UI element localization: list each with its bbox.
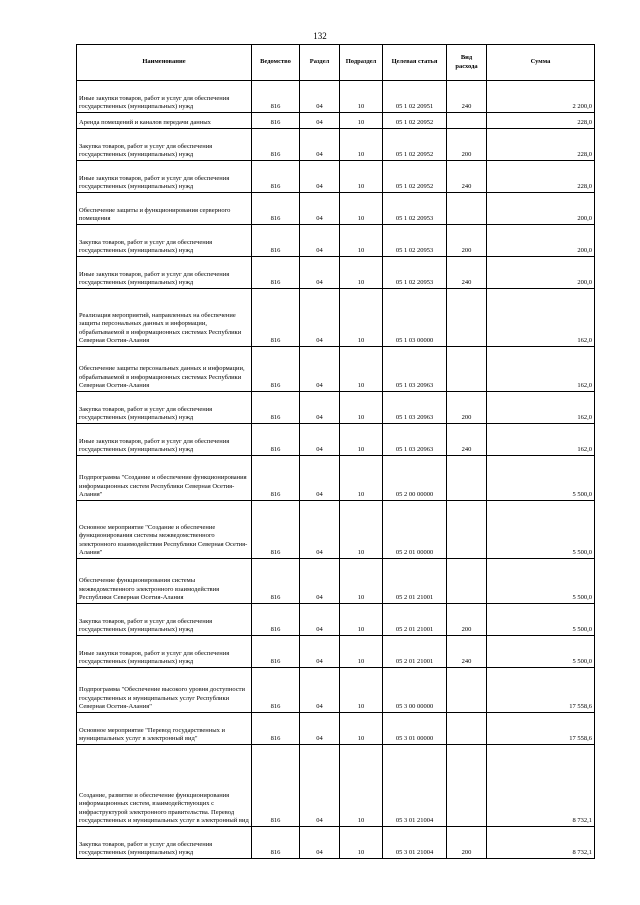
row-section: 04 xyxy=(300,81,340,113)
row-target-article: 05 2 01 21001 xyxy=(383,604,447,636)
row-expense-type xyxy=(447,668,487,713)
row-target-article: 05 2 01 21001 xyxy=(383,636,447,668)
row-sum: 228,0 xyxy=(487,113,595,129)
table-row xyxy=(77,636,595,668)
row-name: Закупка товаров, работ и услуг для обеспечения государственных (муниципальных) нужд xyxy=(77,225,252,257)
row-expense-type: 240 xyxy=(447,257,487,289)
row-subsection: 10 xyxy=(340,636,383,668)
row-section: 04 xyxy=(300,193,340,225)
row-section: 04 xyxy=(300,129,340,161)
row-name: Иные закупки товаров, работ и услуг для обеспечения государственных (муниципальных) нужд xyxy=(77,161,252,193)
row-sum: 5 500,0 xyxy=(487,501,595,559)
row-section: 04 xyxy=(300,456,340,501)
row-subsection: 10 xyxy=(340,347,383,392)
table-header-row xyxy=(77,45,595,81)
row-target-article: 05 2 01 00000 xyxy=(383,501,447,559)
row-sum: 162,0 xyxy=(487,347,595,392)
row-sum: 5 500,0 xyxy=(487,456,595,501)
row-subsection: 10 xyxy=(340,392,383,424)
row-subsection: 10 xyxy=(340,501,383,559)
row-section: 04 xyxy=(300,161,340,193)
row-department: 816 xyxy=(252,193,300,225)
row-expense-type xyxy=(447,347,487,392)
row-expense-type: 200 xyxy=(447,225,487,257)
row-department: 816 xyxy=(252,129,300,161)
row-target-article: 05 1 02 20952 xyxy=(383,113,447,129)
row-sum: 228,0 xyxy=(487,129,595,161)
table-row xyxy=(77,713,595,745)
row-name: Обеспечение функционирования системы межведомственного электронного взаимодействия Республики Северная Осетия-Алания xyxy=(77,559,252,604)
row-target-article: 05 3 01 21004 xyxy=(383,745,447,827)
row-department: 816 xyxy=(252,668,300,713)
row-subsection: 10 xyxy=(340,668,383,713)
row-section: 04 xyxy=(300,225,340,257)
row-sum: 17 558,6 xyxy=(487,668,595,713)
row-name: Аренда помещений и каналов передачи данных xyxy=(77,113,252,129)
row-expense-type xyxy=(447,559,487,604)
table-row xyxy=(77,501,595,559)
row-subsection: 10 xyxy=(340,129,383,161)
row-sum: 228,0 xyxy=(487,161,595,193)
row-department: 816 xyxy=(252,113,300,129)
table-row xyxy=(77,161,595,193)
header-name: Наименование xyxy=(77,45,252,81)
row-section: 04 xyxy=(300,501,340,559)
table-row xyxy=(77,289,595,347)
row-subsection: 10 xyxy=(340,745,383,827)
row-department: 816 xyxy=(252,424,300,456)
table-row xyxy=(77,193,595,225)
table-row xyxy=(77,129,595,161)
row-section: 04 xyxy=(300,392,340,424)
row-expense-type: 200 xyxy=(447,604,487,636)
row-section: 04 xyxy=(300,713,340,745)
row-name: Основное мероприятие "Создание и обеспечение функционирования системы межведомственного электронного взаимодействия Республики Северная Осетия-Алания" xyxy=(77,501,252,559)
row-name: Обеспечение защиты и функционирования серверного помещения xyxy=(77,193,252,225)
row-target-article: 05 1 03 20963 xyxy=(383,392,447,424)
row-sum: 8 732,1 xyxy=(487,745,595,827)
row-expense-type xyxy=(447,193,487,225)
row-department: 816 xyxy=(252,636,300,668)
row-section: 04 xyxy=(300,289,340,347)
row-expense-type xyxy=(447,289,487,347)
table-row xyxy=(77,424,595,456)
header-expense-type: Вид расхода xyxy=(447,45,487,81)
header-department: Ведомство xyxy=(252,45,300,81)
row-department: 816 xyxy=(252,81,300,113)
row-name: Подпрограмма "Обеспечение высокого уровня доступности государственных и муниципальных услуг Республики Северная Осетия-Алания" xyxy=(77,668,252,713)
header-sum: Сумма xyxy=(487,45,595,81)
row-subsection: 10 xyxy=(340,161,383,193)
row-sum: 162,0 xyxy=(487,424,595,456)
row-sum: 8 732,1 xyxy=(487,827,595,859)
row-expense-type xyxy=(447,456,487,501)
row-subsection: 10 xyxy=(340,81,383,113)
row-sum: 5 500,0 xyxy=(487,636,595,668)
row-target-article: 05 1 02 20952 xyxy=(383,161,447,193)
row-target-article: 05 1 03 20963 xyxy=(383,347,447,392)
row-name: Иные закупки товаров, работ и услуг для обеспечения государственных (муниципальных) нужд xyxy=(77,257,252,289)
table-row xyxy=(77,456,595,501)
table-row xyxy=(77,392,595,424)
row-name: Закупка товаров, работ и услуг для обеспечения государственных (муниципальных) нужд xyxy=(77,129,252,161)
row-expense-type: 200 xyxy=(447,392,487,424)
table-row xyxy=(77,604,595,636)
table-row xyxy=(77,745,595,827)
row-name: Обеспечение защиты персональных данных и информации, обрабатываемой в информационных системах Республики Северная Осетия-Алания xyxy=(77,347,252,392)
table-row xyxy=(77,827,595,859)
row-expense-type: 240 xyxy=(447,424,487,456)
page-number: 132 xyxy=(313,31,327,41)
row-department: 816 xyxy=(252,161,300,193)
row-target-article: 05 1 03 20963 xyxy=(383,424,447,456)
row-expense-type xyxy=(447,745,487,827)
row-name: Основное мероприятие "Перевод государственных и муниципальных услуг в электронный вид" xyxy=(77,713,252,745)
table-row xyxy=(77,81,595,113)
row-department: 816 xyxy=(252,392,300,424)
row-section: 04 xyxy=(300,668,340,713)
row-subsection: 10 xyxy=(340,827,383,859)
row-subsection: 10 xyxy=(340,559,383,604)
row-subsection: 10 xyxy=(340,257,383,289)
row-department: 816 xyxy=(252,456,300,501)
table-row xyxy=(77,559,595,604)
row-sum: 5 500,0 xyxy=(487,604,595,636)
row-target-article: 05 3 00 00000 xyxy=(383,668,447,713)
row-sum: 200,0 xyxy=(487,193,595,225)
row-target-article: 05 1 02 20952 xyxy=(383,129,447,161)
row-expense-type: 200 xyxy=(447,827,487,859)
row-department: 816 xyxy=(252,559,300,604)
row-subsection: 10 xyxy=(340,225,383,257)
row-subsection: 10 xyxy=(340,604,383,636)
row-section: 04 xyxy=(300,257,340,289)
row-target-article: 05 2 00 00000 xyxy=(383,456,447,501)
row-expense-type: 240 xyxy=(447,161,487,193)
row-name: Иные закупки товаров, работ и услуг для обеспечения государственных (муниципальных) нужд xyxy=(77,81,252,113)
row-target-article: 05 1 03 00000 xyxy=(383,289,447,347)
row-section: 04 xyxy=(300,745,340,827)
row-name: Создание, развитие и обеспечение функционирования информационных систем, взаимодействующих с инфраструктурой электронного правительства. Перевод государственных и муниципальных услуг в электронный вид xyxy=(77,745,252,827)
row-sum: 200,0 xyxy=(487,257,595,289)
row-department: 816 xyxy=(252,745,300,827)
row-department: 816 xyxy=(252,604,300,636)
row-department: 816 xyxy=(252,713,300,745)
row-department: 816 xyxy=(252,501,300,559)
row-section: 04 xyxy=(300,636,340,668)
row-name: Иные закупки товаров, работ и услуг для обеспечения государственных (муниципальных) нужд xyxy=(77,424,252,456)
row-sum: 200,0 xyxy=(487,225,595,257)
row-expense-type xyxy=(447,113,487,129)
row-department: 816 xyxy=(252,347,300,392)
table-row xyxy=(77,668,595,713)
row-expense-type xyxy=(447,501,487,559)
table-row xyxy=(77,347,595,392)
table-row xyxy=(77,225,595,257)
row-name: Закупка товаров, работ и услуг для обеспечения государственных (муниципальных) нужд xyxy=(77,827,252,859)
row-expense-type xyxy=(447,713,487,745)
row-name: Иные закупки товаров, работ и услуг для обеспечения государственных (муниципальных) нужд xyxy=(77,636,252,668)
row-sum: 17 558,6 xyxy=(487,713,595,745)
row-subsection: 10 xyxy=(340,289,383,347)
row-sum: 162,0 xyxy=(487,392,595,424)
row-subsection: 10 xyxy=(340,113,383,129)
header-section: Раздел xyxy=(300,45,340,81)
row-section: 04 xyxy=(300,347,340,392)
row-department: 816 xyxy=(252,225,300,257)
row-target-article: 05 3 01 00000 xyxy=(383,713,447,745)
budget-table xyxy=(76,44,595,859)
row-section: 04 xyxy=(300,424,340,456)
row-target-article: 05 3 01 21004 xyxy=(383,827,447,859)
header-target-article: Целевая статья xyxy=(383,45,447,81)
row-target-article: 05 1 02 20951 xyxy=(383,81,447,113)
row-name: Закупка товаров, работ и услуг для обеспечения государственных (муниципальных) нужд xyxy=(77,392,252,424)
row-subsection: 10 xyxy=(340,193,383,225)
row-sum: 5 500,0 xyxy=(487,559,595,604)
table-row xyxy=(77,113,595,129)
row-subsection: 10 xyxy=(340,456,383,501)
row-target-article: 05 2 01 21001 xyxy=(383,559,447,604)
row-expense-type: 240 xyxy=(447,81,487,113)
row-sum: 2 200,0 xyxy=(487,81,595,113)
row-expense-type: 200 xyxy=(447,129,487,161)
row-subsection: 10 xyxy=(340,424,383,456)
row-target-article: 05 1 02 20953 xyxy=(383,225,447,257)
row-expense-type: 240 xyxy=(447,636,487,668)
row-subsection: 10 xyxy=(340,713,383,745)
row-department: 816 xyxy=(252,257,300,289)
header-subsection: Подраздел xyxy=(340,45,383,81)
row-section: 04 xyxy=(300,113,340,129)
row-name: Реализация мероприятий, направленных на обеспечение защиты персональных данных и информации, обрабатываемой в информационных системах Республики Северная Осетия-Алания xyxy=(77,289,252,347)
table-row xyxy=(77,257,595,289)
row-target-article: 05 1 02 20953 xyxy=(383,193,447,225)
row-name: Подпрограмма "Создание и обеспечение функционирования информационных систем Республики Северная Осетия-Алания" xyxy=(77,456,252,501)
row-department: 816 xyxy=(252,289,300,347)
row-department: 816 xyxy=(252,827,300,859)
row-target-article: 05 1 02 20953 xyxy=(383,257,447,289)
row-section: 04 xyxy=(300,604,340,636)
row-sum: 162,0 xyxy=(487,289,595,347)
row-section: 04 xyxy=(300,559,340,604)
row-name: Закупка товаров, работ и услуг для обеспечения государственных (муниципальных) нужд xyxy=(77,604,252,636)
row-section: 04 xyxy=(300,827,340,859)
